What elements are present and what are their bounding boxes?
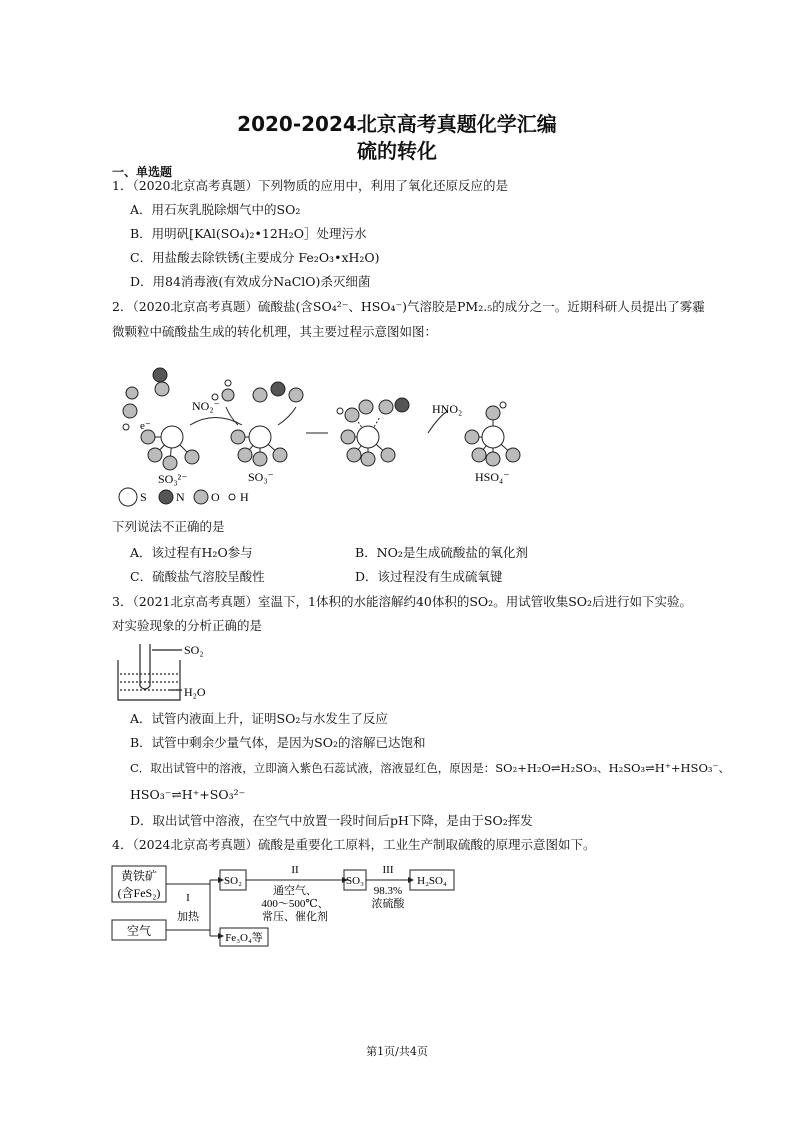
h2so4-box: H₂SO₄	[417, 875, 447, 887]
pyrite-formula: (含FeS₂)	[117, 886, 161, 900]
condition-line1: 通空气、	[273, 885, 317, 897]
electron-label: e⁻	[140, 420, 151, 432]
so2-box: SO₂	[224, 875, 242, 887]
sulfuric-acid-flowchart	[110, 860, 470, 952]
page-footer: 第1页/共4页	[366, 1045, 428, 1058]
document-title: 2020-2024北京高考真题化学汇编	[237, 112, 557, 136]
q2-option-c: C．硫酸盐气溶胶呈酸性	[130, 569, 265, 584]
condition-line3: 常压、催化剂	[262, 911, 328, 923]
step-i-label: I	[186, 892, 190, 904]
legend-s: S	[140, 490, 147, 504]
legend-h: H	[240, 490, 249, 504]
so3-minus-label: SO₃⁻	[248, 470, 274, 484]
heat-label: 加热	[177, 911, 199, 923]
pyrite-label: 黄铁矿	[120, 869, 158, 883]
so2-tube-label: SO₂	[184, 643, 204, 657]
q3-option-a: A．试管内液面上升，证明SO₂与水发生了反应	[130, 711, 388, 726]
sulfate-mechanism-diagram	[110, 355, 530, 510]
q1-option-c: C．用盐酸去除铁锈(主要成分 Fe₂O₃•xH₂O)	[130, 250, 380, 265]
q3-option-d: D．取出试管中溶液，在空气中放置一段时间后pH下降，是由于SO₂挥发	[130, 813, 533, 828]
section-heading: 一、单选题	[112, 165, 173, 179]
legend-n: N	[176, 490, 185, 504]
q2-option-b: B．NO₂是生成硫酸盐的氧化剂	[355, 545, 528, 560]
q3-option-c-continued: HSO₃⁻⇌H⁺+SO₃²⁻	[130, 787, 246, 802]
q3-stem-line1: 3．（2021北京高考真题）室温下，1体积的水能溶解约40体积的SO₂。用试管收集SO₂后进行如下实验。	[112, 594, 693, 609]
step-iii-label: III	[382, 864, 394, 876]
q1-option-b: B．用明矾[KAl(SO₄)₂•12H₂O］处理污水	[130, 226, 367, 241]
q2-stem-line1: 2．（2020北京高考真题）硫酸盐(含SO₄²⁻、HSO₄⁻)气溶胶是PM₂.₅的成分之一。近期科研人员提出了雾霾	[112, 299, 705, 314]
q4-stem: 4．（2024北京高考真题）硫酸是重要化工原料，工业生产制取硫酸的原理示意图如下。	[112, 837, 596, 852]
acid-name: 浓硫酸	[371, 898, 405, 910]
so3-box: SO₃	[346, 875, 364, 887]
q3-option-c: C．取出试管中的溶液，立即滴入紫色石蕊试液，溶液显红色，原因是：SO₂+H₂O⇌H₂SO₃、H₂SO₃⇌H⁺+HSO₃⁻、	[130, 761, 731, 775]
q3-option-b: B．试管中剩余少量气体，是因为SO₂的溶解已达饱和	[130, 735, 426, 750]
test-tube-diagram	[112, 638, 222, 706]
q2-ask: 下列说法不正确的是	[112, 519, 225, 534]
h2o-label: H₂O	[184, 685, 206, 699]
fe3o4-box: Fe₃O₄等	[225, 932, 263, 944]
q2-option-d: D．该过程没有生成硫氧键	[355, 569, 503, 584]
condition-line2: 400～500℃、	[261, 898, 329, 910]
hso4-label: HSO₄⁻	[475, 470, 510, 484]
no2-label: NO₂⁻	[192, 399, 220, 413]
q3-stem-line2: 对实验现象的分析正确的是	[112, 618, 263, 633]
air-label: 空气	[126, 924, 152, 938]
q1-option-a: A．用石灰乳脱除烟气中的SO₂	[130, 202, 301, 217]
q1-option-d: D．用84消毒液(有效成分NaClO)杀灭细菌	[130, 274, 371, 289]
q2-stem-line2: 微颗粒中硫酸盐生成的转化机理，其主要过程示意图如图：	[112, 324, 438, 339]
q2-option-a: A．该过程有H₂O参与	[130, 545, 253, 560]
q1-stem: 1．（2020北京高考真题）下列物质的应用中，利用了氧化还原反应的是	[112, 178, 509, 193]
step-ii-label: II	[291, 864, 299, 876]
acid-concentration: 98.3%	[373, 885, 403, 897]
hno2-label: HNO₂	[432, 402, 463, 416]
document-subtitle: 硫的转化	[357, 139, 437, 163]
legend-o: O	[211, 490, 220, 504]
so3-2-label: SO₃²⁻	[158, 472, 188, 486]
